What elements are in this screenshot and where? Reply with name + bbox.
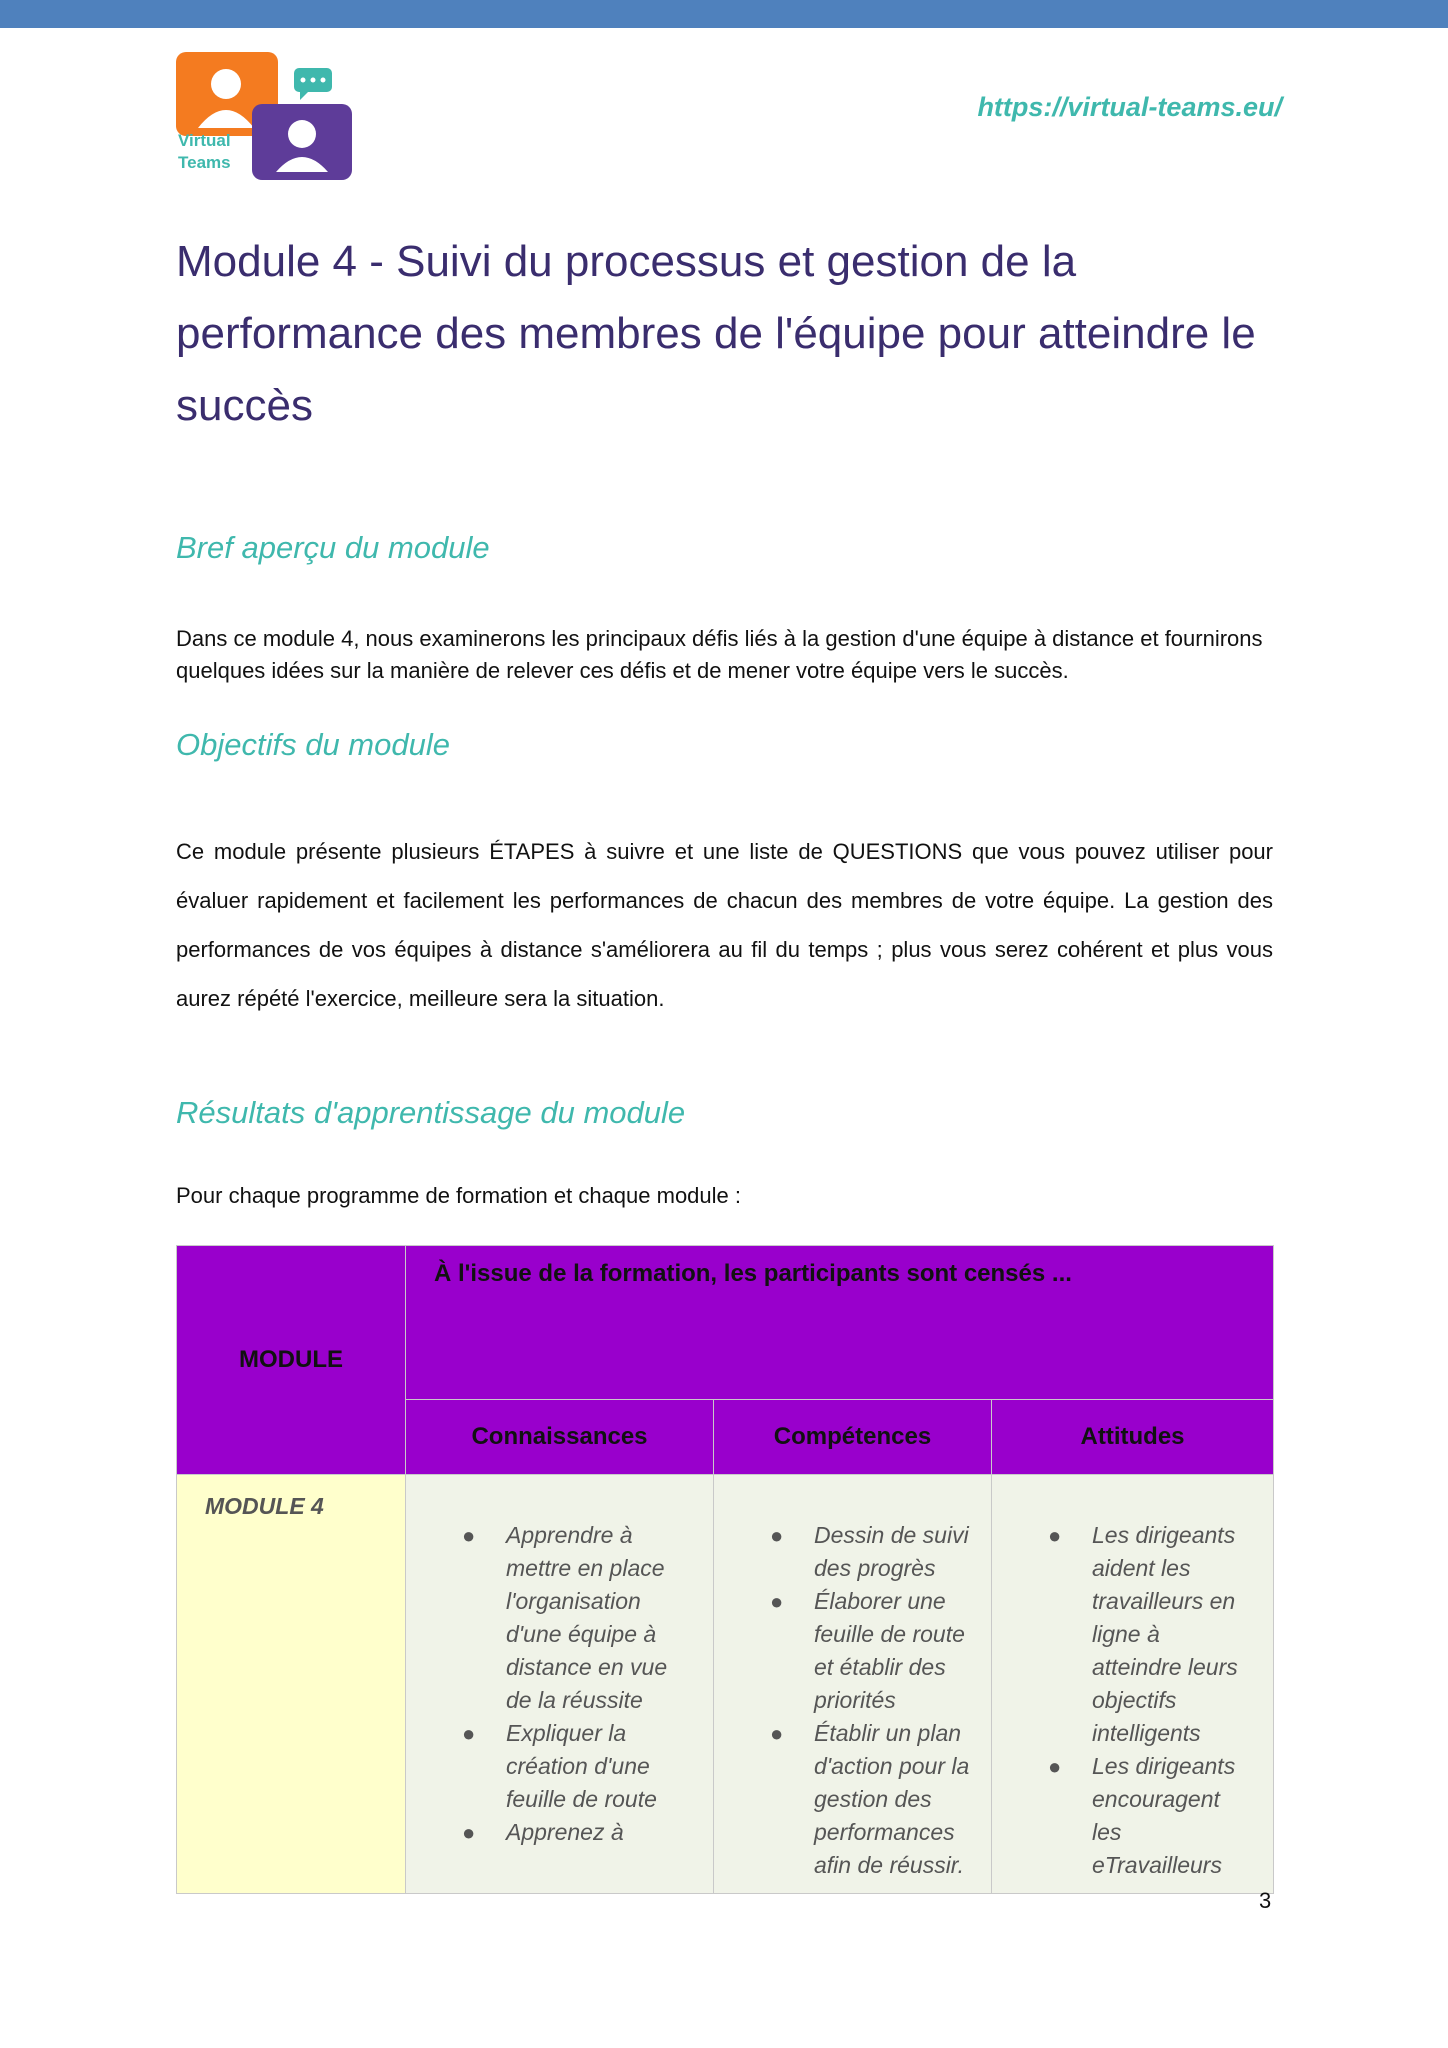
- learning-outcomes-table: [176, 1245, 1274, 1894]
- list-item-text: Expliquer la création d'une feuille de route: [506, 1720, 657, 1812]
- table-header-skills: Compétences: [714, 1400, 992, 1475]
- section-heading-overview: Bref aperçu du module: [176, 530, 490, 565]
- table-header-attitudes: Attitudes: [992, 1400, 1274, 1475]
- list-item: [992, 1519, 1255, 1750]
- section-heading-objectives: Objectifs du module: [176, 727, 450, 762]
- objectives-paragraph: Ce module présente plusieurs ÉTAPES à suivre et une liste de QUESTIONS que vous pouvez utiliser pour évaluer rapidement et facilement les performances de chacun des membres de votre équipe. La gestion des performances de vos équipes à distance s'améliorera au fil du temps ; plus vous serez cohérent et plus vous aurez répété l'exercice, meilleure sera la situation.: [176, 839, 1273, 1011]
- top-color-bar: [0, 0, 1448, 28]
- list-item-text: Établir un plan d'action pour la gestion des performances afin de réussir.: [814, 1720, 970, 1878]
- page-number: 3: [1259, 1888, 1272, 1913]
- table-row: [177, 1475, 1274, 1894]
- skills-list: [714, 1519, 991, 1882]
- logo-graphic: [176, 52, 356, 180]
- list-item-text: Élaborer une feuille de route et établir des priorités: [814, 1588, 965, 1713]
- bullet-icon: ●: [462, 1820, 476, 1845]
- table-cell-skills: [714, 1475, 992, 1894]
- bullet-icon: ●: [1048, 1754, 1062, 1779]
- site-url-link[interactable]: https://virtual-teams.eu/: [977, 92, 1282, 122]
- list-item: [714, 1585, 973, 1717]
- logo-text-teams: Teams: [178, 153, 231, 172]
- table-cell-module: [177, 1475, 406, 1894]
- bullet-icon: ●: [770, 1523, 784, 1548]
- bullet-icon: ●: [462, 1523, 476, 1548]
- table-cell-knowledge: [406, 1475, 714, 1894]
- section-heading-outcomes: Résultats d'apprentissage du module: [176, 1095, 686, 1130]
- virtual-teams-logo: [176, 52, 356, 180]
- list-item: [406, 1717, 695, 1816]
- attitudes-list: [992, 1519, 1273, 1882]
- list-item-text: Apprenez à: [506, 1819, 624, 1845]
- list-item: [714, 1717, 973, 1882]
- module-row-label: MODULE 4: [205, 1493, 324, 1519]
- list-item-text: Les dirigeants encouragent les eTravailleurs: [1092, 1753, 1236, 1878]
- table-cell-attitudes: [992, 1475, 1274, 1894]
- list-item: [992, 1750, 1255, 1882]
- list-item-text: Les dirigeants aident les travailleurs en ligne à atteindre leurs objectifs intelligents: [1092, 1522, 1238, 1746]
- table-header-row: [177, 1246, 1274, 1400]
- list-item-text: Apprendre à mettre en place l'organisation d'une équipe à distance en vue de la réussite: [506, 1522, 668, 1713]
- page-title: Module 4 - Suivi du processus et gestion de la performance des membres de l'équipe pour atteindre le succès: [176, 237, 1256, 430]
- list-item: [714, 1519, 973, 1585]
- logo-text-virtual: Virtual: [178, 131, 231, 150]
- table-header-intro: À l'issue de la formation, les participants sont censés ...: [406, 1246, 1274, 1400]
- bullet-icon: ●: [770, 1589, 784, 1614]
- bullet-icon: ●: [1048, 1523, 1062, 1548]
- list-item: [406, 1816, 695, 1849]
- bullet-icon: ●: [770, 1721, 784, 1746]
- bullet-icon: ●: [462, 1721, 476, 1746]
- overview-paragraph: Dans ce module 4, nous examinerons les principaux défis liés à la gestion d'une équipe à distance et fournirons quelques idées sur la manière de relever ces défis et de mener votre équipe vers le succès.: [176, 626, 1263, 683]
- list-item: [406, 1519, 695, 1717]
- knowledge-list: [406, 1519, 713, 1849]
- table-header-knowledge: Connaissances: [406, 1400, 714, 1475]
- outcomes-intro: Pour chaque programme de formation et chaque module :: [176, 1183, 741, 1208]
- table-header-module: MODULE: [177, 1246, 406, 1475]
- list-item-text: Dessin de suivi des progrès: [814, 1522, 969, 1581]
